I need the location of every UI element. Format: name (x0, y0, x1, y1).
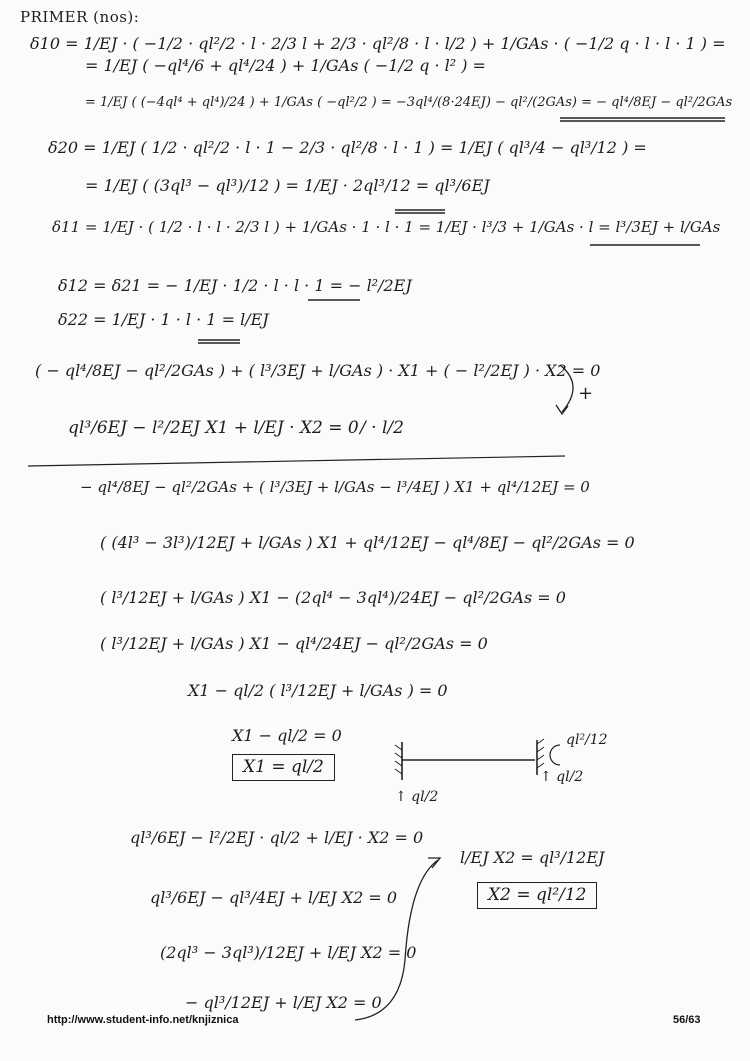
equation-line-delta10: δ10 = 1/EJ · ( −1/2 · ql²/2 · l · 2/3 l + 2/3 · ql²/8 · l · l/2 ) + 1/GAs · ( −1/2 q · l · l · 1 ) = (30, 34, 726, 53)
equation-line: − ql⁴/8EJ − ql²/2GAs + ( l³/3EJ + l/GAs − l³/4EJ ) X1 + ql⁴/12EJ = 0 (80, 478, 590, 496)
right-support-reaction: ↑ ql/2 (540, 769, 584, 785)
plus-mark: + (578, 383, 594, 404)
equation-line: (2ql³ − 3ql³)/12EJ + l/EJ X2 = 0 (160, 943, 417, 962)
example-heading: PRIMER (nos): (20, 8, 140, 26)
footer-url-link[interactable]: http://www.student-info.net/knjiznica (47, 1014, 239, 1026)
equation-line-system-1: ( − ql⁴/8EJ − ql²/2GAs ) + ( l³/3EJ + l/GAs ) · X1 + ( − l²/2EJ ) · X2 = 0 (35, 361, 601, 380)
equation-line: ql³/6EJ − ql³/4EJ + l/EJ X2 = 0 (150, 888, 398, 907)
division-note: / · l/2 (360, 418, 404, 438)
equation-line: X1 − ql/2 ( l³/12EJ + l/GAs ) = 0 (188, 681, 448, 700)
page-number: 56/63 (673, 1014, 701, 1026)
equation-line-system-2: ql³/6EJ − l²/2EJ X1 + l/EJ · X2 = 0 (68, 418, 359, 438)
moment-arrow (550, 745, 560, 765)
equation-line: ql³/6EJ − l²/2EJ · ql/2 + l/EJ · X2 = 0 (130, 828, 424, 847)
equation-line: ( (4l³ − 3l³)/12EJ + l/GAs ) X1 + ql⁴/12EJ − ql⁴/8EJ − ql²/2GAs = 0 (100, 533, 635, 552)
curved-arrow-x2 (355, 860, 438, 1020)
equation-line-delta12: δ12 = δ21 = − 1/EJ · 1/2 · l · l · 1 = − l²/2EJ (58, 276, 412, 295)
curved-arrow (560, 365, 573, 412)
equation-line: = 1/EJ ( −ql⁴/6 + ql⁴/24 ) + 1/GAs ( −1/2 q · l² ) = (85, 56, 486, 75)
equation-line: ( l³/12EJ + l/GAs ) X1 − ql⁴/24EJ − ql²/2GAs = 0 (100, 634, 488, 653)
equation-line-delta20: δ20 = 1/EJ ( 1/2 · ql²/2 · l · 1 − 2/3 · ql²/8 · l · 1 ) = 1/EJ ( ql³/4 − ql³/12 ) = (48, 138, 647, 157)
sum-divider-line (28, 456, 565, 466)
equation-line: = 1/EJ ( (−4ql⁴ + ql⁴)/24 ) + 1/GAs ( −ql²/2 ) = −3ql⁴/(8·24EJ) − ql²/(2GAs) = − ql⁴/8EJ − ql²/2GAs (85, 95, 733, 110)
equation-line-x2: l/EJ X2 = ql³/12EJ (460, 848, 605, 867)
left-support-reaction: ↑ ql/2 (395, 789, 439, 805)
equation-line: X1 − ql/2 = 0 (232, 726, 342, 745)
right-support-moment: ql²/12 (566, 732, 608, 748)
result-box-x1: X1 = ql/2 (232, 754, 335, 781)
equation-line: ( l³/12EJ + l/GAs ) X1 − (2ql⁴ − 3ql⁴)/24EJ − ql²/2GAs = 0 (100, 588, 566, 607)
equation-line: = 1/EJ ( (3ql³ − ql³)/12 ) = 1/EJ · 2ql³/12 = ql³/6EJ (85, 176, 490, 195)
equation-line-delta11: δ11 = 1/EJ · ( 1/2 · l · l · 2/3 l ) + 1/GAs · 1 · l · 1 = 1/EJ · l³/3 + 1/GAs · l = l³/3EJ + l/GAs (52, 218, 721, 236)
result-box-x2: X2 = ql²/12 (477, 882, 597, 909)
equation-line: − ql³/12EJ + l/EJ X2 = 0 (185, 993, 382, 1012)
equation-line-delta22: δ22 = 1/EJ · 1 · l · 1 = l/EJ (58, 310, 269, 329)
